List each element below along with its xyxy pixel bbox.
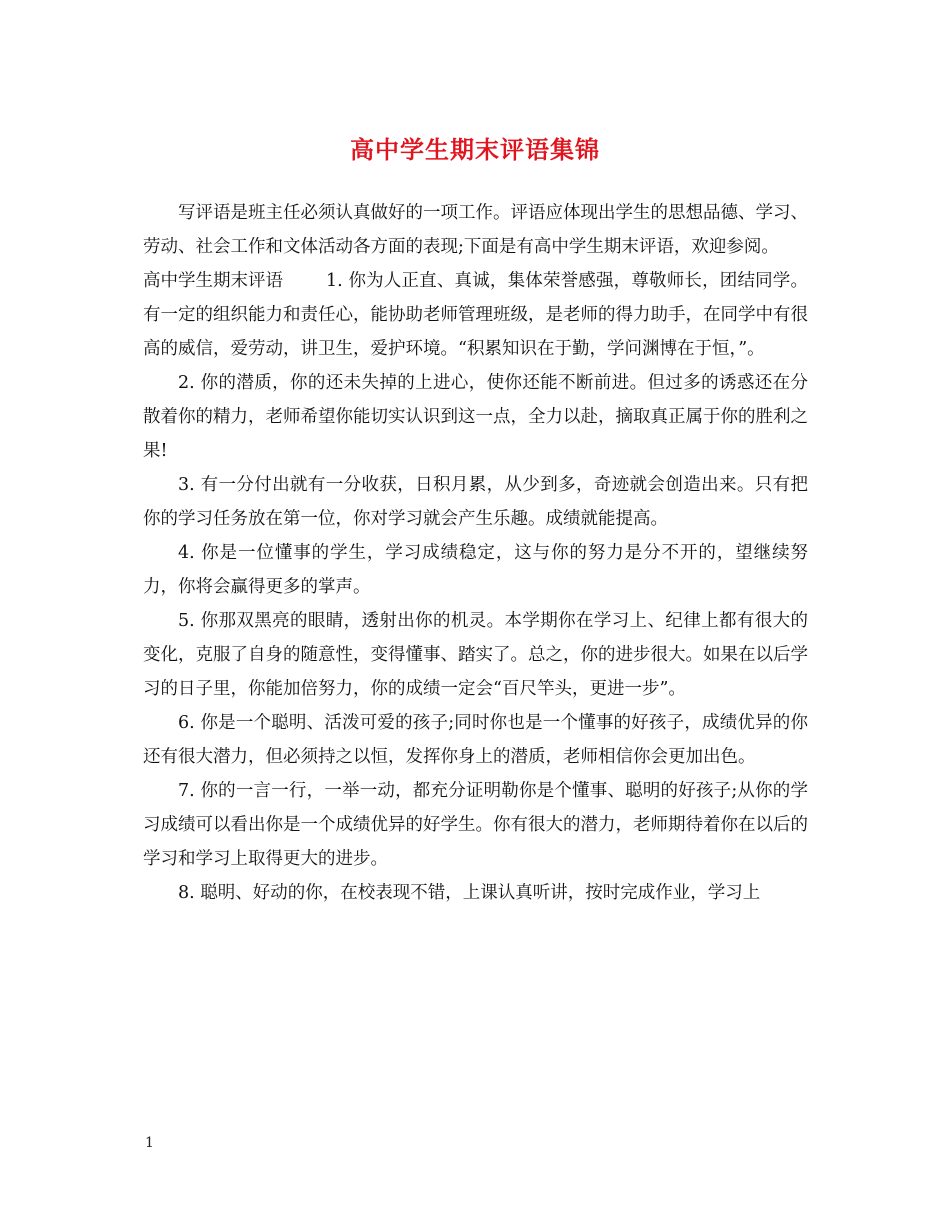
comment-item-8: 8. 聪明、好动的你，在校表现不错，上课认真听讲，按时完成作业，学习上 (178, 883, 761, 903)
comment-item-1-text: 1. 你为人正直、真诚，集体荣誉感强，尊敬师长，团结同学。有一定的组织能力和责任心，能协助老师管理班级，是老师的得力助手，在同学中有很高的威信，爱劳动，讲卫生，爱护环境。“积累知识在于勤，学问渊博在于恒，”。 (143, 271, 808, 359)
comment-item-1 (143, 264, 808, 366)
comment-item-7: 7. 你的一言一行，一举一动，都充分证明勒你是个懂事、聪明的好孩子;从你的学习成绩可以看出你是一个成绩优异的好学生。你有很大的潜力，老师期待着你在以后的学习和学习上取得更大的进步。 (143, 781, 808, 869)
document-body (143, 196, 808, 910)
comment-item-6: 6. 你是一个聪明、活泼可爱的孩子;同时你也是一个懂事的好孩子，成绩优异的你还有很大潜力，但必须持之以恒，发挥你身上的潜质，老师相信你会更加出色。 (143, 713, 808, 767)
comment-item-2: 2. 你的潜质，你的还未失掉的上进心，使你还能不断前进。但过多的诱惑还在分散着你的精力，老师希望你能切实认识到这一点，全力以赴，摘取真正属于你的胜利之果! (143, 373, 808, 461)
comment-item-3: 3. 有一分付出就有一分收获，日积月累，从少到多，奇迹就会创造出来。只有把你的学习任务放在第一位，你对学习就会产生乐趣。成绩就能提高。 (143, 475, 808, 529)
comment-item-4: 4. 你是一位懂事的学生，学习成绩稳定，这与你的努力是分不开的，望继续努力，你将会赢得更多的掌声。 (143, 543, 808, 597)
intro-paragraph: 写评语是班主任必须认真做好的一项工作。评语应体现出学生的思想品德、学习、劳动、社会工作和文体活动各方面的表现;下面是有高中学生期末评语，欢迎参阅。 (143, 203, 808, 257)
page-number: 1 (145, 1135, 154, 1151)
comment-item-5: 5. 你那双黑亮的眼睛，透射出你的机灵。本学期你在学习上、纪律上都有很大的变化，克服了自身的随意性，变得懂事、踏实了。总之，你的进步很大。如果在以后学习的日子里，你能加倍努力，你的成绩一定会“百尺竿头，更进一步”。 (143, 611, 808, 699)
section-heading: 高中学生期末评语 (143, 271, 283, 291)
page-title: 高中学生期末评语集锦 (350, 135, 600, 164)
